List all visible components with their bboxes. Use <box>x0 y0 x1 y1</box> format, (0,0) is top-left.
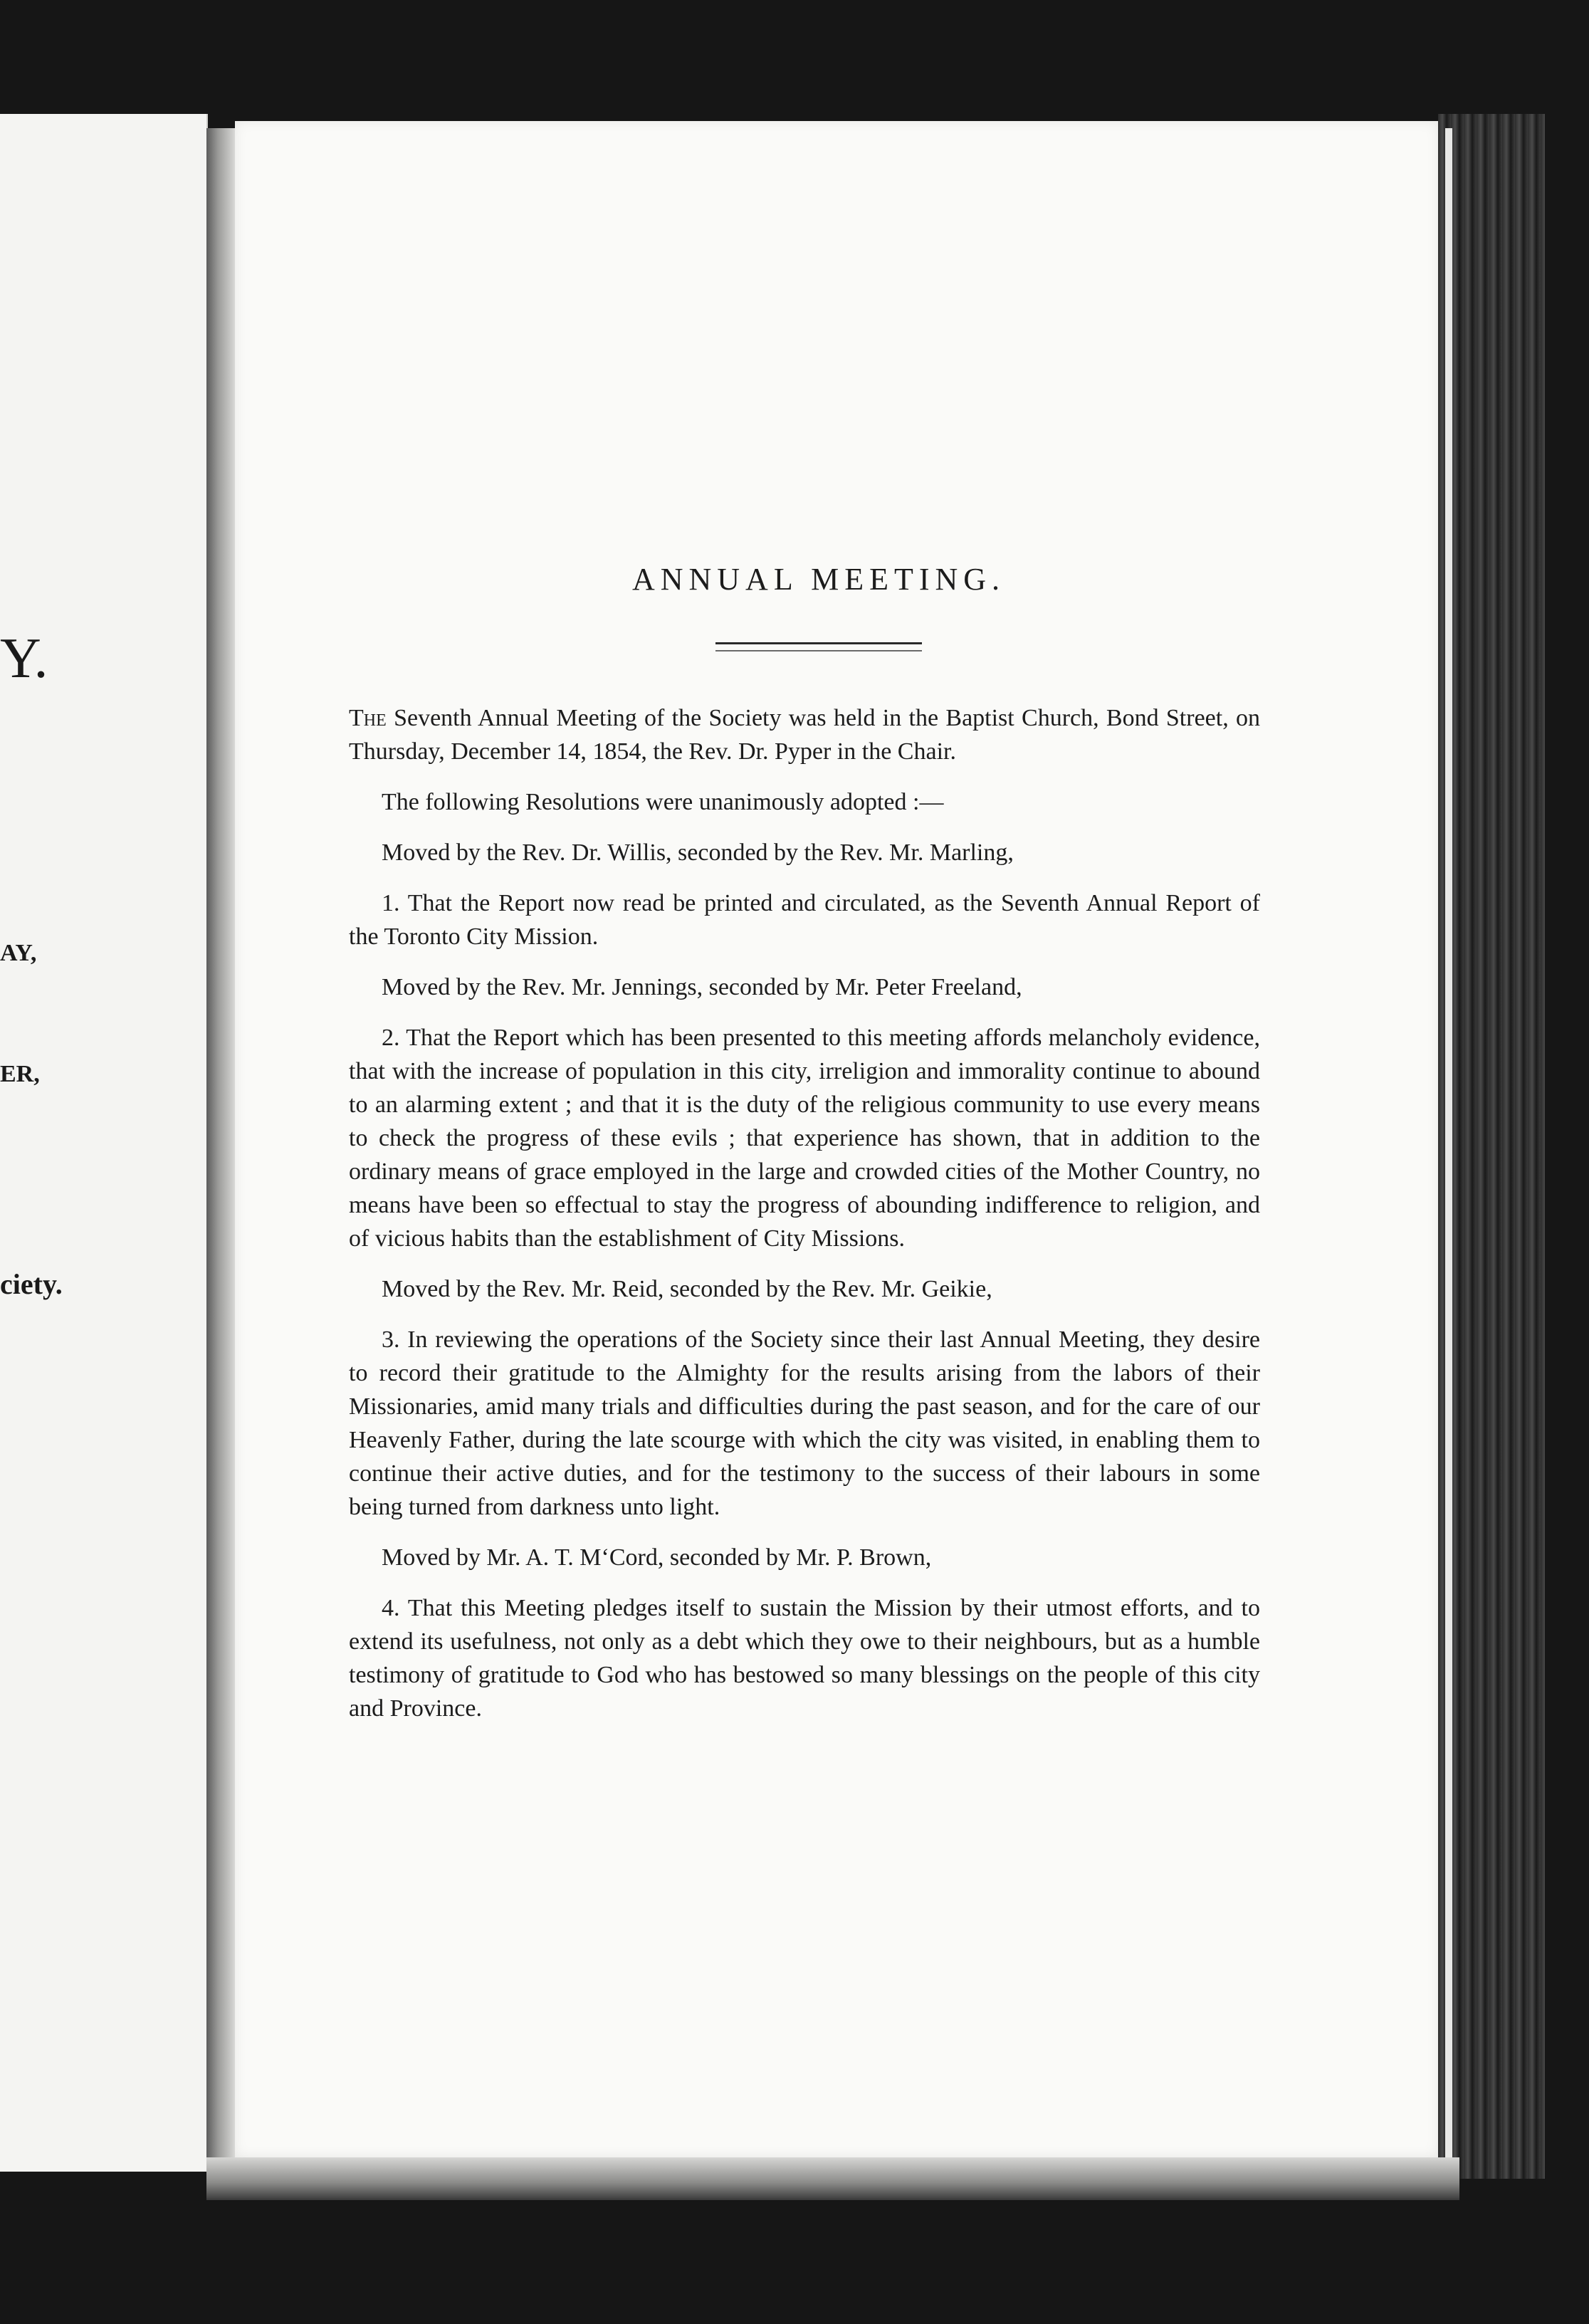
resolution-text: 4. That this Meeting pledges itself to sustain the Mission by their utmost efforts, and to extend its usefulness, not only as a debt which they owe to their neighbours, but as a humble testimony of gratitude to God who has bestowed so many blessings on the people of this city and Province. <box>349 1595 1260 1722</box>
document-body <box>349 562 1260 1742</box>
title-rule <box>715 642 922 651</box>
left-page-fragment: AY, <box>0 940 37 966</box>
resolution-moved: Moved by the Rev. Mr. Jennings, seconded by Mr. Peter Freeland, <box>382 974 1022 1000</box>
resolution-text: 3. In reviewing the operations of the Society since their last Annual Meeting, they desire to record their gratitude to the Almighty for the results arising from the labors of their Missionaries, amid many trials and difficulties during the past season, and for the care of our Heavenly Father, during the late scourge with which the city was visited, in enabling them to continue their active duties, and for the testimony to the success of their labours in some being turned from darkness unto light. <box>349 1326 1260 1520</box>
left-page <box>0 114 208 2172</box>
opening-text: Seventh Annual Meeting of the Society was held in the Baptist Church, Bond Street, on Thursday, December 14, 1854, the Rev. Dr. Pyper in the Chair. <box>349 705 1261 765</box>
left-page-fragment: ciety. <box>0 1268 63 1300</box>
opening-paragraph <box>349 701 1260 768</box>
resolution-text: 1. That the Report now read be printed and circulated, as the Seventh Annual Report of the Toronto City Mission. <box>349 890 1260 950</box>
book-gutter <box>206 128 235 2172</box>
page-edges <box>1438 114 1545 2179</box>
opening-lead-word: The <box>349 705 387 731</box>
left-page-fragment: Y. <box>0 627 48 690</box>
page-title: ANNUAL MEETING. <box>631 562 1006 597</box>
resolutions-intro: The following Resolutions were unanimously adopted :— <box>382 789 944 815</box>
book-bottom-edge <box>206 2157 1459 2200</box>
resolution-text: 2. That the Report which has been presented to this meeting affords melancholy evidence, that with the increase of population in this city, irreligion and immorality continue to abound to an alarming extent ; and that it is the duty of the religious community to use every means to check the progress of these evils ; that experience has shown, that in addition to the ordinary means of grace employed in the large and crowded cities of the Mother Country, no means have been so effectual to stay the progress of abounding indifference to religion, and of vicious habits than the establishment of City Missions. <box>349 1025 1260 1252</box>
resolution-moved: Moved by Mr. A. T. M‘Cord, seconded by Mr. P. Brown, <box>382 1544 932 1571</box>
left-page-fragment: ER, <box>0 1061 40 1087</box>
page-edge-highlight <box>1445 128 1452 2165</box>
resolution-moved: Moved by the Rev. Dr. Willis, seconded by the Rev. Mr. Marling, <box>382 839 1014 866</box>
resolution-moved: Moved by the Rev. Mr. Reid, seconded by the Rev. Mr. Geikie, <box>382 1276 992 1302</box>
